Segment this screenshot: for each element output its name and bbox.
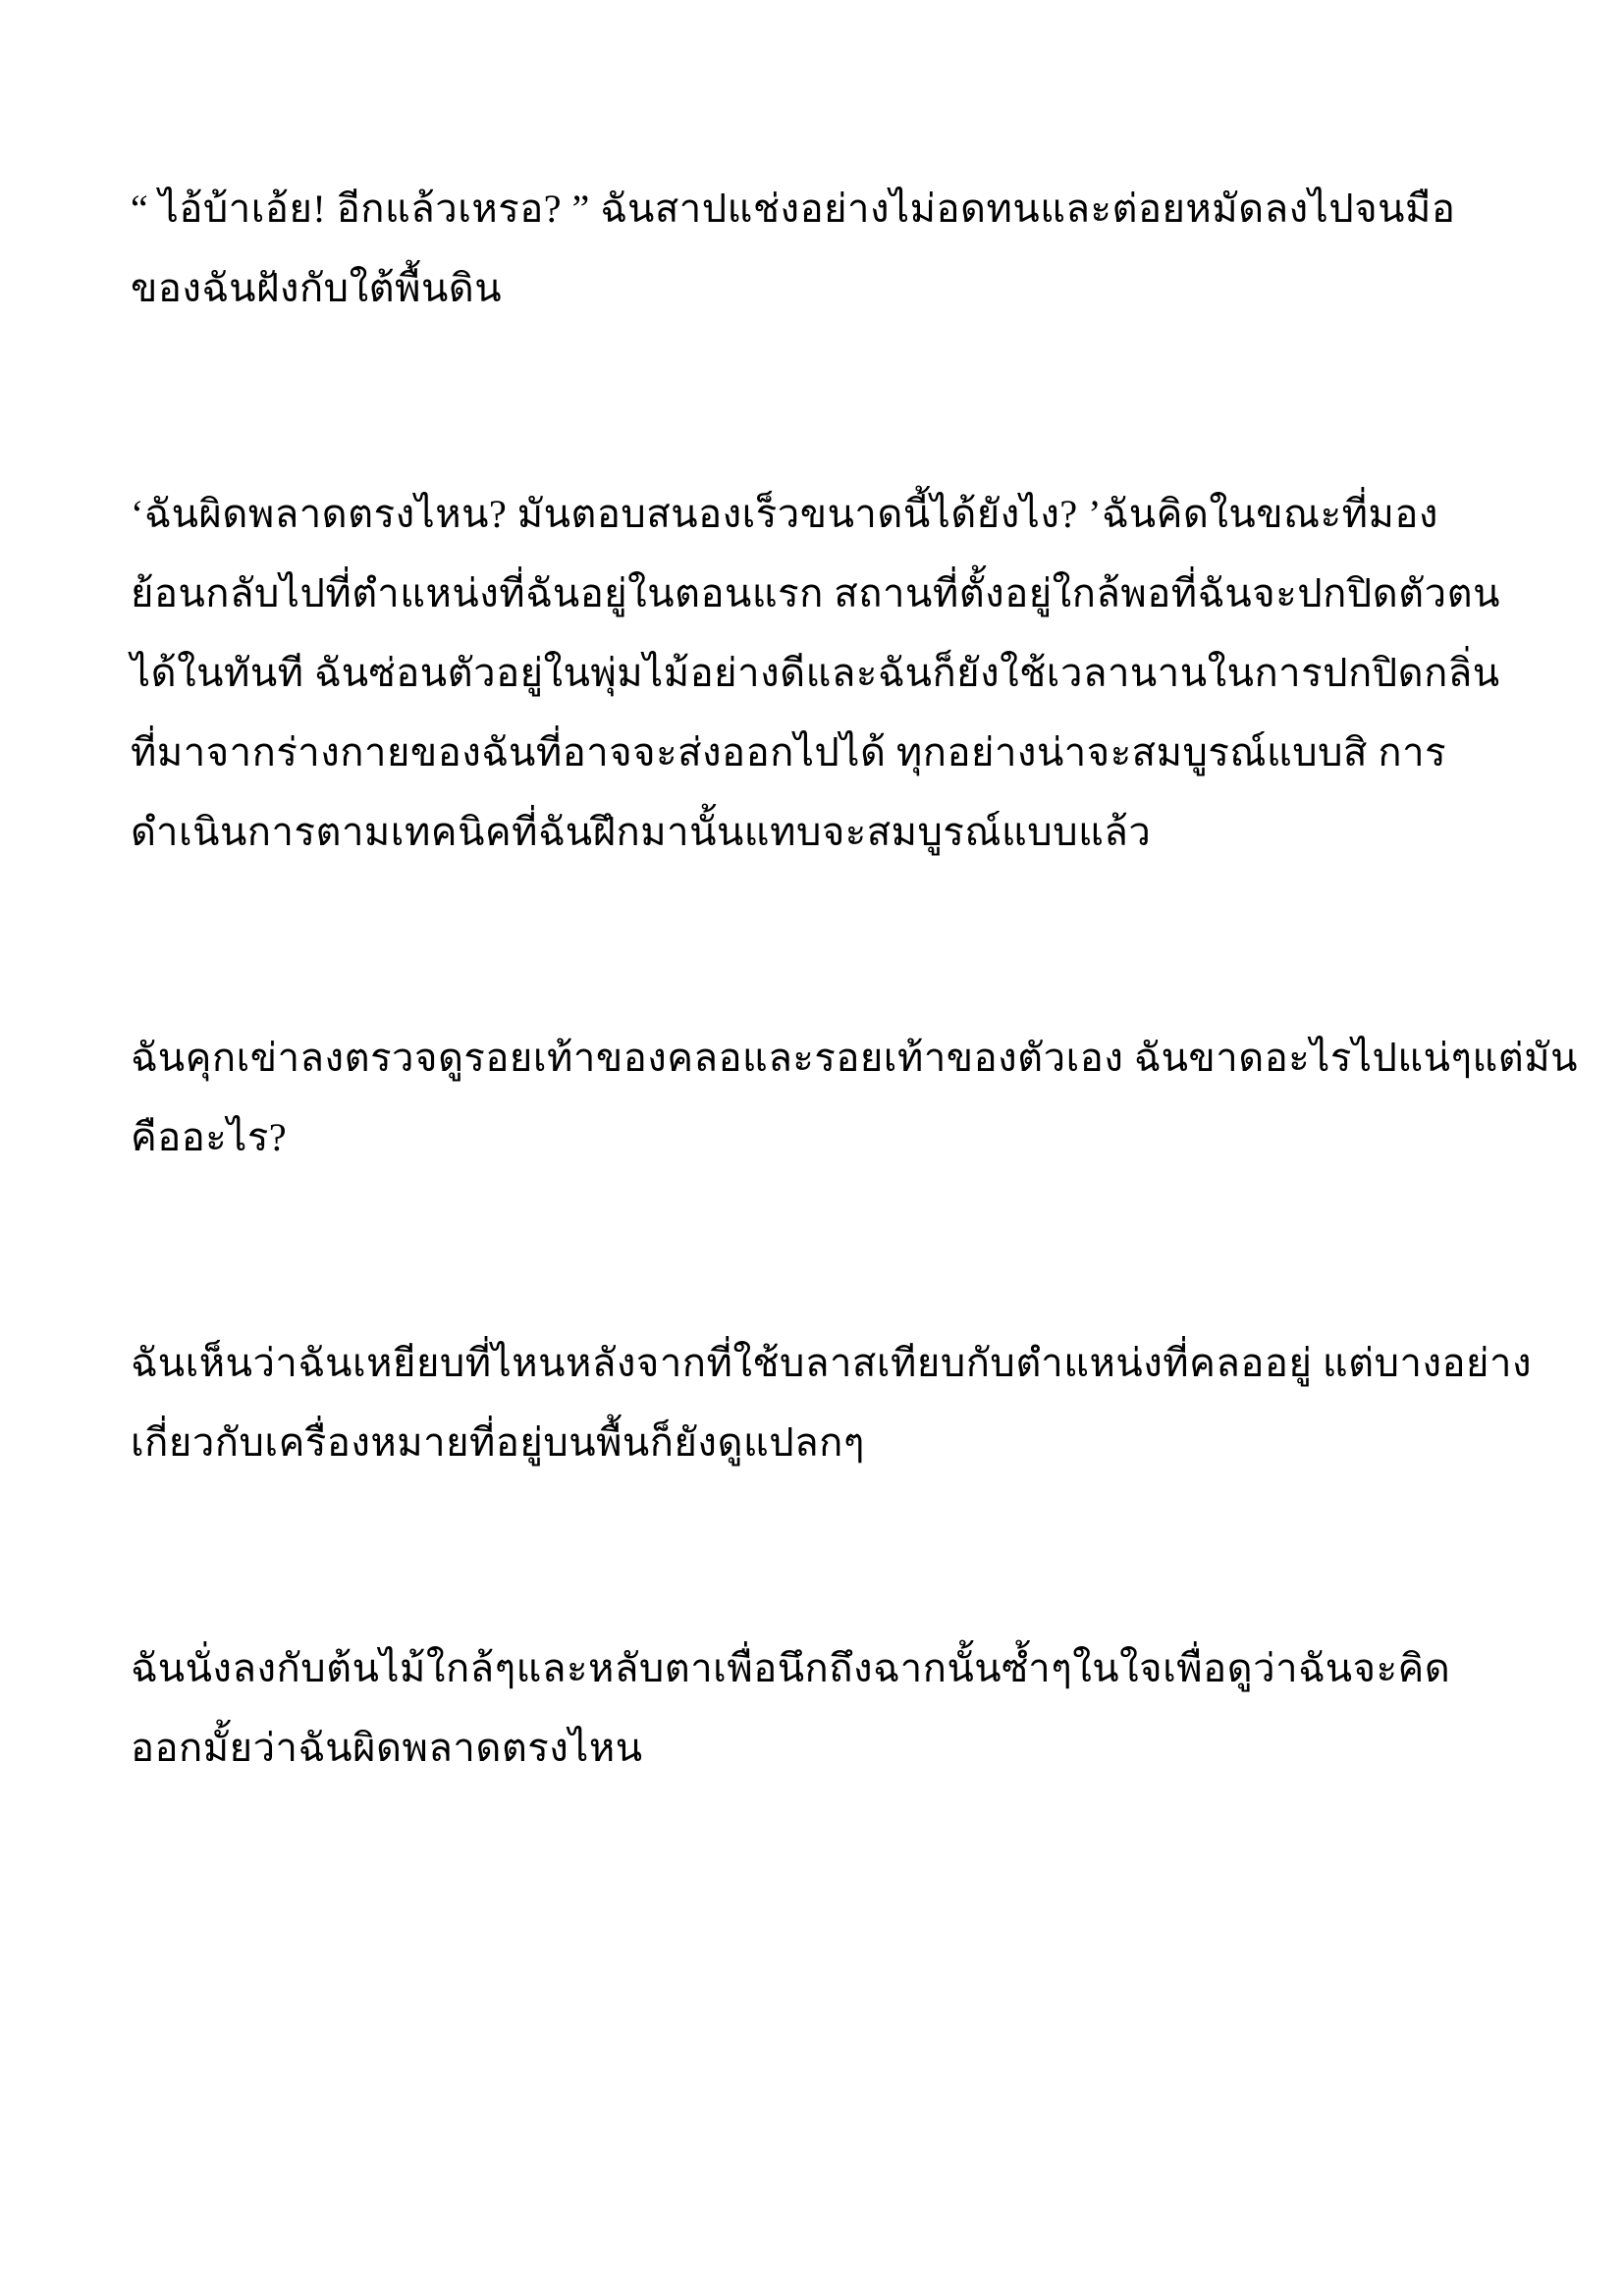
paragraph-3: [131, 1018, 1578, 1177]
text-line: ฉันคุกเข่าลงตรวจดูรอยเท้าของคลอและรอยเท้าของตัวเอง ฉันขาดอะไรไปแน่ๆแต่มัน: [131, 1036, 1578, 1080]
text-line: ย้อนกลับไปที่ตำแหน่งที่ฉันอยู่ในตอนแรก สถานที่ตั้งอยู่ใกล้พอที่ฉันจะปกปิดตัวตน: [131, 571, 1500, 615]
text-line: เกี่ยวกับเครื่องหมายที่อยู่บนพื้นก็ยังดูแปลกๆ: [131, 1420, 865, 1465]
text-line: ได้ในทันที ฉันซ่อนตัวอยู่ในพุ่มไม้อย่างดีและฉันก็ยังใช้เวลานานในการปกปิดกลิ่น: [131, 651, 1500, 695]
text-line: ออกมั้ยว่าฉันผิดพลาดตรงไหน: [131, 1726, 643, 1770]
text-line: ของฉันฝังกับใต้พื้นดิน: [131, 266, 503, 310]
text-line: ฉันเห็นว่าฉันเหยียบที่ไหนหลังจากที่ใช้บลาสเทียบกับตำแหน่งที่คลออยู่ แต่บางอย่าง: [131, 1341, 1532, 1385]
text-line: ที่มาจากร่างกายของฉันที่อาจจะส่งออกไปได้ ทุกอย่างน่าจะสมบูรณ์แบบสิ การ: [131, 730, 1447, 774]
text-line: ‘ฉันผิดพลาดตรงไหน? มันตอบสนองเร็วขนาดนี้ได้ยังไง? ’ฉันคิดในขณะที่มอง: [131, 492, 1438, 536]
text-line: ดำเนินการตามเทคนิคที่ฉันฝึกมานั้นแทบจะสมบูรณ์แบบแล้ว: [131, 810, 1152, 854]
text-line: “ ไอ้บ้าเอ้ย! อีกแล้วเหรอ? ” ฉันสาปแช่งอย่างไม่อดทนและต่อยหมัดลงไปจนมือ: [131, 187, 1456, 231]
paragraph-2: [131, 474, 1508, 872]
paragraph-1: [131, 169, 1508, 328]
text-line: ฉันนั่งลงกับต้นไม้ใกล้ๆและหลับตาเพื่อนึกถึงฉากนั้นซ้ำๆในใจเพื่อดูว่าฉันจะคิด: [131, 1646, 1451, 1690]
text-line: คืออะไร?: [131, 1115, 288, 1159]
paragraph-4: [131, 1323, 1532, 1482]
paragraph-5: [131, 1629, 1508, 1788]
